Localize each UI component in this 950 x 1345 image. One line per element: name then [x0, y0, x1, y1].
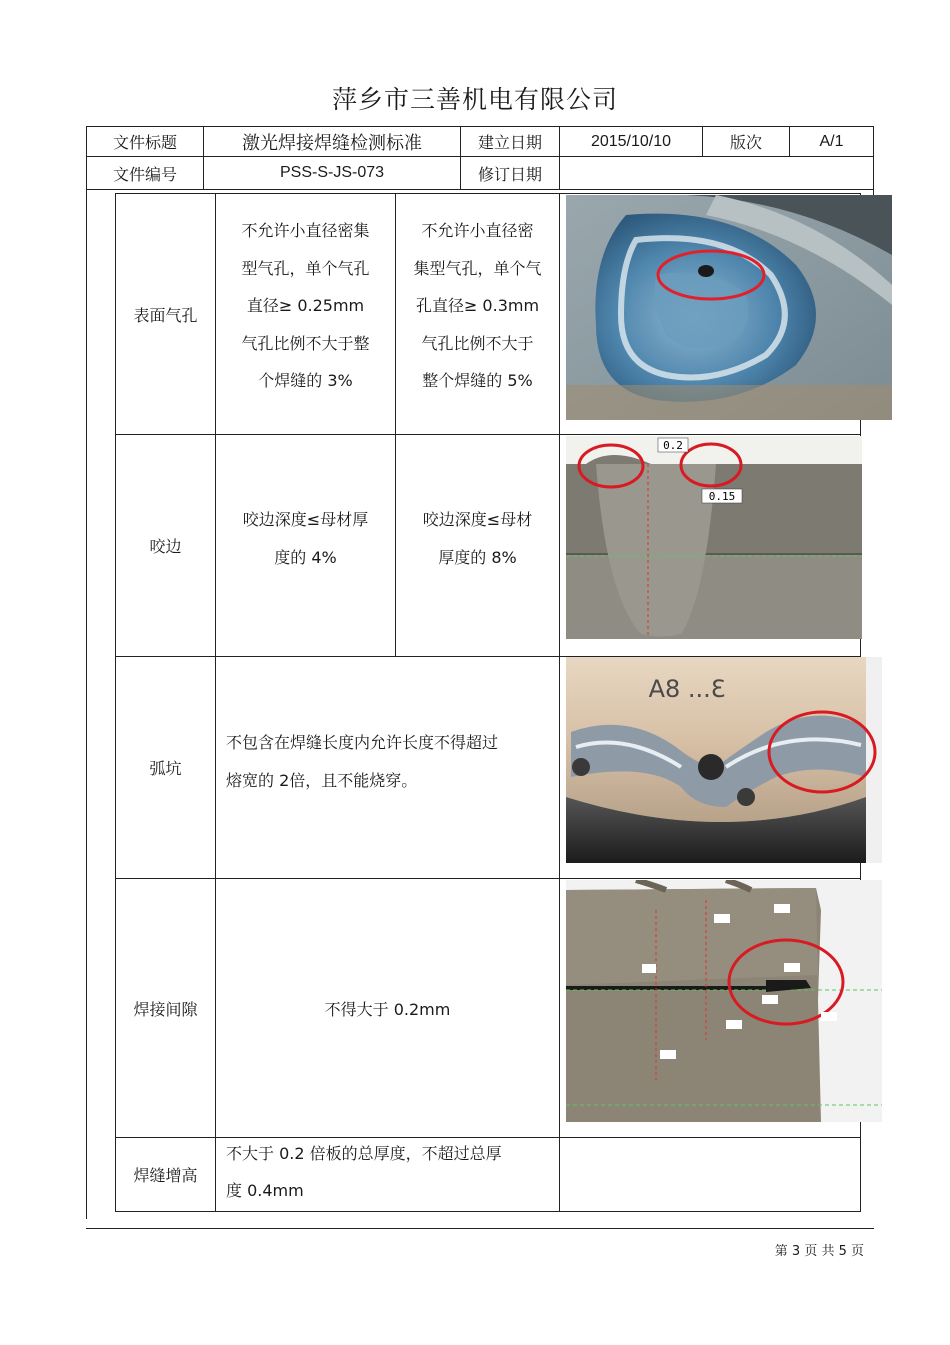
doc-no: PSS-S-JS-073	[203, 156, 461, 190]
row-label-weld-gap: 焊接间隙	[115, 878, 216, 1138]
created-date: 2015/10/10	[559, 126, 703, 157]
text-line: 直径≥ 0.25mm	[246, 296, 365, 315]
text-line: 咬边深度≤母材厚	[242, 510, 369, 529]
text-line: 不允许小直径密集	[241, 221, 370, 240]
surface-porosity-photo	[566, 195, 892, 420]
crater-photo	[566, 657, 882, 863]
undercut-label-1: 0.2	[663, 439, 683, 452]
undercut-label-2: 0.15	[708, 490, 736, 503]
crater-requirement	[215, 656, 560, 879]
text-line: 孔直径≥ 0.3mm	[415, 296, 540, 315]
doc-title: 激光焊接焊缝检测标准	[203, 126, 461, 157]
text-line: 集型气孔，单个气	[413, 258, 542, 278]
text-line: 咬边深度≤母材	[422, 510, 533, 529]
text-line: 气孔比例不大于整	[241, 333, 370, 353]
row-label-crater: 弧坑	[115, 656, 216, 879]
created-date-label: 建立日期	[460, 126, 560, 157]
text-line: 度的 4%	[274, 547, 337, 567]
crater-engraving: 3... 8A	[648, 675, 726, 703]
text-line: 不允许小直径密	[421, 221, 534, 240]
surface-porosity-grade-2	[395, 193, 560, 435]
revised-date	[559, 156, 874, 190]
doc-title-label: 文件标题	[86, 126, 204, 157]
weld-reinforcement-requirement	[215, 1137, 560, 1212]
text-line: 厚度的 8%	[438, 547, 517, 567]
doc-no-label: 文件编号	[86, 156, 204, 190]
undercut-grade-1	[215, 434, 396, 657]
weld-gap-requirement	[215, 878, 560, 1138]
surface-porosity-grade-1	[215, 193, 396, 435]
text-line: 不得大于 0.2mm	[324, 999, 451, 1019]
version: A/1	[789, 126, 874, 157]
row-label-weld-reinforcement: 焊缝增高	[115, 1137, 216, 1212]
undercut-photo	[566, 436, 862, 639]
photo-cell-weld-reinforcement	[559, 1137, 861, 1212]
row-label-surface-porosity: 表面气孔	[115, 193, 216, 435]
text-line: 不包含在焊缝长度内允许长度不得超过	[226, 733, 499, 752]
version-label: 版次	[702, 126, 790, 157]
company-name: 萍乡市三善机电有限公司	[331, 85, 618, 114]
weld-gap-photo	[566, 880, 882, 1122]
page-number: 第 3 页 共 5 页	[774, 1244, 864, 1259]
text-line: 不大于 0.2 倍板的总厚度，不超过总厚	[226, 1144, 502, 1163]
frame-left-line	[86, 189, 87, 1219]
text-line: 个焊缝的 3%	[258, 371, 353, 390]
text-line: 度 0.4mm	[226, 1181, 304, 1200]
revised-date-label: 修订日期	[460, 156, 560, 190]
footer-rule	[86, 1228, 874, 1229]
text-line: 整个焊缝的 5%	[422, 371, 533, 390]
text-line: 型气孔，单个气孔	[241, 258, 370, 278]
row-label-undercut: 咬边	[115, 434, 216, 657]
text-line: 熔宽的 2倍，且不能烧穿。	[226, 770, 418, 790]
undercut-grade-2	[395, 434, 560, 657]
text-line: 气孔比例不大于	[421, 333, 534, 353]
